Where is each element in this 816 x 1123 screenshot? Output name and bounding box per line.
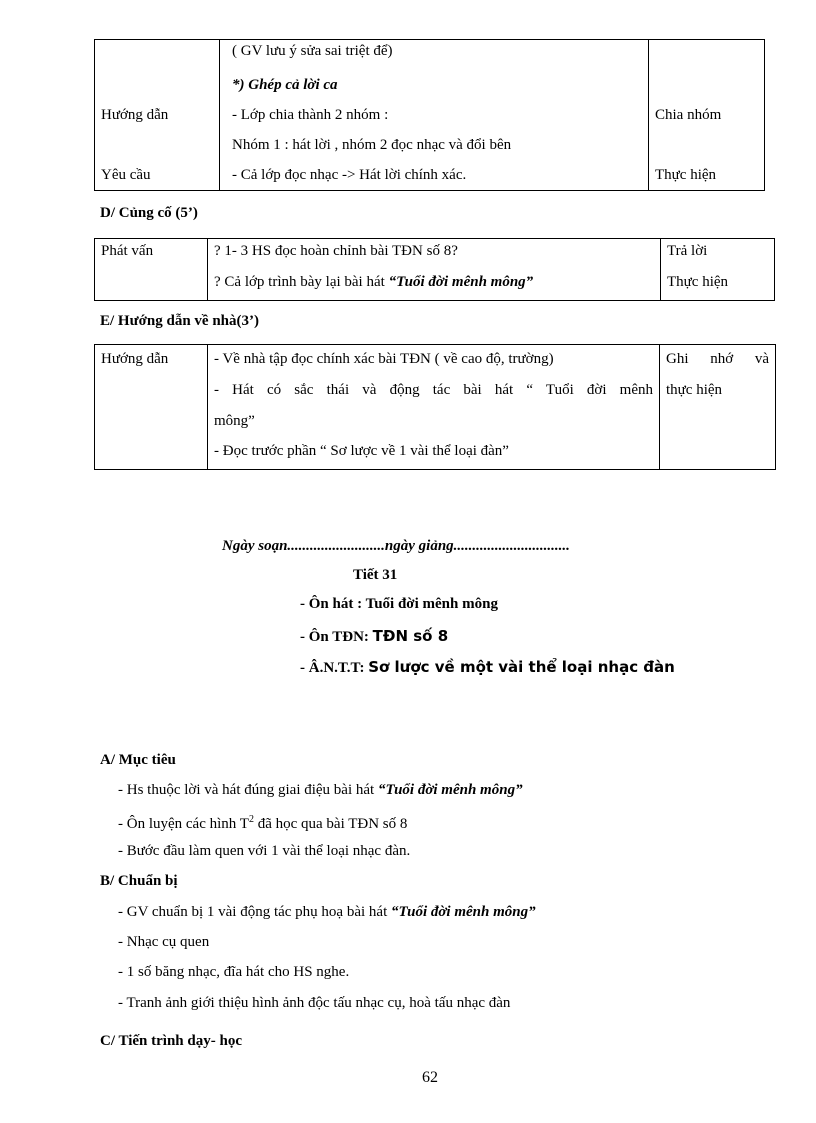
section-d-heading: D/ Củng cố (5’) bbox=[100, 205, 198, 221]
item-text: - Hs thuộc lời và hát đúng giai điệu bài hát bbox=[118, 782, 378, 798]
list-item: - 1 số băng nhạc, đĩa hát cho HS nghe. bbox=[118, 964, 350, 980]
section-e-heading: E/ Hướng dẫn về nhà(3’) bbox=[100, 313, 260, 329]
cell-line: ? 1- 3 HS đọc hoàn chỉnh bài TĐN số 8? bbox=[214, 243, 458, 259]
item-value: Sơ lược về một vài thể loại nhạc đàn bbox=[368, 658, 675, 676]
section-b-heading: B/ Chuẩn bị bbox=[100, 873, 178, 889]
activity-table-3 bbox=[94, 344, 776, 470]
cell-line bbox=[655, 40, 758, 70]
table-cell-student bbox=[649, 40, 765, 191]
cell-line bbox=[101, 130, 213, 160]
cell-line: Nhóm 1 : hát lời , nhóm 2 đọc nhạc và đổi bên bbox=[232, 137, 512, 153]
activity-table-1 bbox=[94, 39, 765, 191]
cell-line: - Đọc trước phần “ Sơ lược về 1 vài thể loại đàn” bbox=[214, 443, 509, 459]
activity-table-2 bbox=[94, 238, 775, 301]
table-cell-form bbox=[95, 345, 208, 470]
list-item bbox=[118, 902, 536, 922]
song-title: “Tuổi đời mênh mông” bbox=[377, 782, 523, 798]
cell-line: Chia nhóm bbox=[655, 107, 722, 123]
cell-line: Hướng dẫn bbox=[101, 107, 169, 123]
superscript: 2 bbox=[248, 814, 254, 825]
table-row bbox=[95, 40, 765, 191]
period-title: Tiết 31 bbox=[353, 567, 398, 583]
cell-line: Hướng dẫn bbox=[101, 351, 169, 367]
lesson-item-1 bbox=[300, 594, 498, 614]
cell-line: mông” bbox=[214, 413, 255, 429]
list-item: - Bước đầu làm quen với 1 vài thể loại nhạc đàn. bbox=[118, 843, 411, 859]
item-text: - Ôn luyện các hình T bbox=[118, 816, 249, 832]
item-prefix: - Â.N.T.T: bbox=[300, 660, 369, 676]
table-cell-form bbox=[95, 40, 220, 191]
song-title: “Tuổi đời mênh mông” bbox=[391, 904, 536, 920]
list-item: - Nhạc cụ quen bbox=[118, 934, 210, 950]
page-number: 62 bbox=[422, 1069, 438, 1086]
cell-line: Trả lời bbox=[667, 243, 708, 259]
song-title: “Tuổi đời mênh mông” bbox=[388, 274, 534, 290]
item-text: - Ôn hát : Tuổi đời mênh mông bbox=[300, 596, 498, 612]
section-c-heading: C/ Tiến trình dạy- học bbox=[100, 1033, 242, 1049]
cell-line: Thực hiện bbox=[655, 167, 717, 183]
cell-line: Thực hiện bbox=[667, 274, 729, 290]
cell-line: ( GV lưu ý sửa sai triệt để) bbox=[232, 43, 393, 59]
table-row bbox=[95, 345, 776, 470]
table-cell-content bbox=[220, 40, 649, 191]
cell-line bbox=[101, 40, 213, 70]
lesson-item-2 bbox=[300, 626, 448, 647]
item-prefix: - Ôn TĐN: bbox=[300, 629, 373, 645]
cell-line: Yêu cầu bbox=[101, 167, 151, 183]
cell-line: - Lớp chia thành 2 nhóm : bbox=[232, 107, 389, 123]
item-text: - GV chuẩn bị 1 vài động tác phụ hoạ bài hát bbox=[118, 904, 391, 920]
cell-line bbox=[655, 70, 758, 100]
table-cell-student bbox=[660, 345, 776, 470]
cell-line: Phát vấn bbox=[101, 243, 154, 259]
cell-line: - Cả lớp đọc nhạc -> Hát lời chính xác. bbox=[232, 167, 467, 183]
table-cell-content bbox=[208, 239, 661, 301]
cell-line: *) Ghép cả lời ca bbox=[232, 77, 338, 93]
table-row bbox=[95, 239, 775, 301]
table-cell-form bbox=[95, 239, 208, 301]
cell-line bbox=[101, 70, 213, 100]
item-text: đã học qua bài TĐN số 8 bbox=[253, 816, 408, 832]
cell-line: Ghi nhớ và bbox=[666, 351, 769, 367]
cell-line: - Hát có sắc thái và động tác bài hát “ Tuổi đời mênh bbox=[214, 382, 653, 398]
list-item bbox=[118, 780, 523, 800]
table-cell-content bbox=[208, 345, 660, 470]
list-item: - Tranh ảnh giới thiệu hình ảnh độc tấu nhạc cụ, hoà tấu nhạc đàn bbox=[118, 995, 511, 1011]
section-a-heading: A/ Mục tiêu bbox=[100, 752, 176, 768]
table-cell-student bbox=[661, 239, 775, 301]
cell-line: - Về nhà tập đọc chính xác bài TĐN ( về cao độ, trường) bbox=[214, 351, 554, 367]
lesson-item-3 bbox=[300, 657, 675, 678]
item-value: TĐN số 8 bbox=[372, 627, 449, 645]
cell-line: thực hiện bbox=[666, 382, 723, 398]
cell-line bbox=[655, 130, 758, 160]
date-line: Ngày soạn..........................ngày giảng............................... bbox=[222, 538, 570, 554]
list-item bbox=[118, 810, 407, 834]
text-run: ? Cả lớp trình bày lại bài hát bbox=[214, 274, 389, 290]
cell-line bbox=[214, 268, 654, 300]
